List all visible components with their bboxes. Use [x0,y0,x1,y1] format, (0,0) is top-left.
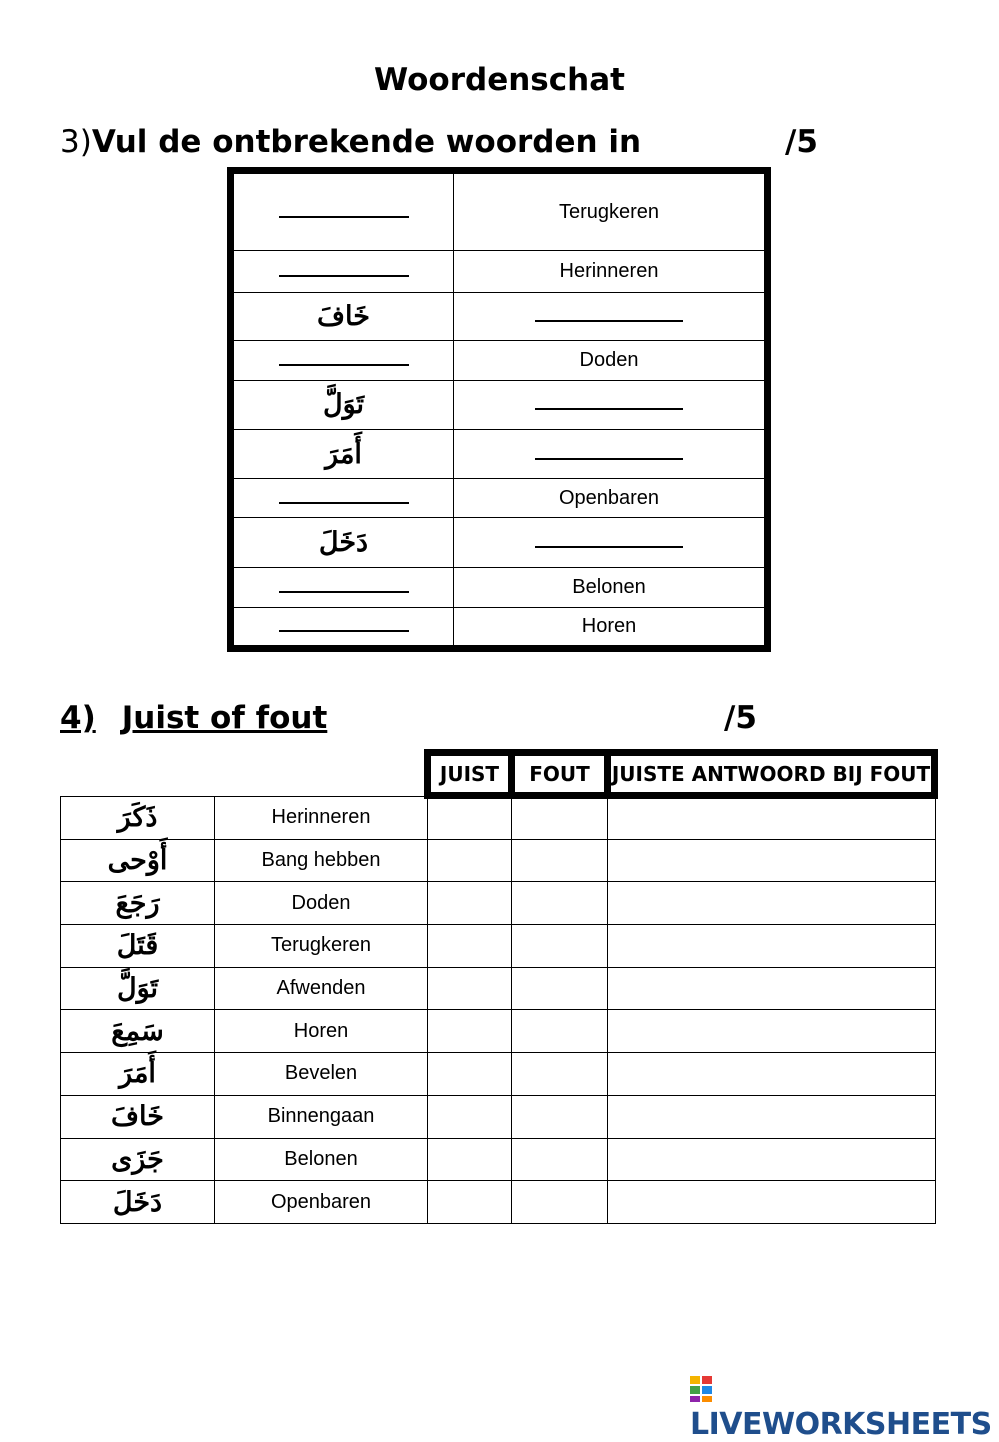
blank-line [535,444,683,460]
arabic-word: أَمَرَ [61,1053,215,1096]
juist-cell[interactable] [428,797,512,840]
dutch-word: Terugkeren [215,925,428,968]
liveworksheets-logo-icon [690,1376,712,1402]
juist-cell[interactable] [428,925,512,968]
correct-answer-cell[interactable] [608,839,936,882]
section3-score: /5 [785,124,818,160]
true-false-row [61,925,936,968]
true-false-row [61,1095,936,1138]
arabic-word: تَوَلَّ [61,967,215,1010]
fill-in-row [231,478,768,517]
fill-in-row [231,341,768,380]
dutch-answer-blank[interactable] [454,430,768,479]
arabic-answer-blank[interactable] [231,567,454,608]
blank-line [279,488,409,504]
dutch-word: Binnengaan [215,1095,428,1138]
arabic-answer-blank[interactable] [231,608,454,649]
dutch-word: Belonen [215,1138,428,1181]
true-false-row [61,967,936,1010]
correct-answer-cell[interactable] [608,1181,936,1224]
correct-answer-cell[interactable] [608,882,936,925]
dutch-word: Terugkeren [454,171,768,251]
blank-line [279,616,409,632]
blank-line [279,261,409,277]
fill-in-table [227,167,771,652]
correct-answer-cell[interactable] [608,797,936,840]
section3-heading [60,124,641,160]
true-false-row [61,839,936,882]
juist-cell[interactable] [428,1181,512,1224]
dutch-word: Herinneren [215,797,428,840]
section4-score: /5 [724,700,757,736]
arabic-word: جَزَى [61,1138,215,1181]
fout-cell[interactable] [512,1095,608,1138]
true-false-row [61,1181,936,1224]
fout-cell[interactable] [512,1010,608,1053]
juist-cell[interactable] [428,1053,512,1096]
arabic-word: خَافَ [231,292,454,341]
true-false-row [61,1053,936,1096]
true-false-row [61,1010,936,1053]
arabic-answer-blank[interactable] [231,341,454,380]
dutch-word: Openbaren [454,478,768,517]
dutch-word: Doden [454,341,768,380]
dutch-word: Horen [454,608,768,649]
true-false-header [424,749,938,799]
fill-in-row [231,608,768,649]
fill-in-row [231,567,768,608]
fout-cell[interactable] [512,839,608,882]
blank-line [535,306,683,322]
section4-number: 4) [60,700,96,736]
fill-in-row [231,430,768,479]
dutch-word: Bevelen [215,1053,428,1096]
arabic-word: سَمِعَ [61,1010,215,1053]
dutch-word: Herinneren [454,251,768,293]
dutch-word: Bang hebben [215,839,428,882]
page-title: Woordenschat [374,62,625,98]
section3-number: 3) [60,124,92,160]
correct-answer-cell[interactable] [608,925,936,968]
header-fout: FOUT [512,753,608,796]
arabic-word: دَخَلَ [231,518,454,568]
correct-answer-cell[interactable] [608,1095,936,1138]
fout-cell[interactable] [512,1138,608,1181]
juist-cell[interactable] [428,1095,512,1138]
juist-cell[interactable] [428,839,512,882]
correct-answer-cell[interactable] [608,1138,936,1181]
dutch-word: Afwenden [215,967,428,1010]
fill-in-row [231,251,768,293]
dutch-answer-blank[interactable] [454,380,768,430]
arabic-word: دَخَلَ [61,1181,215,1224]
fill-in-row [231,518,768,568]
fout-cell[interactable] [512,882,608,925]
fill-in-row [231,380,768,430]
header-juiste-antwoord: JUISTE ANTWOORD BIJ FOUT [608,753,935,796]
section3-title: Vul de ontbrekende woorden in [91,124,642,160]
correct-answer-cell[interactable] [608,967,936,1010]
arabic-word: أَوْحى [61,839,215,882]
fout-cell[interactable] [512,967,608,1010]
arabic-word: خَافَ [61,1095,215,1138]
arabic-word: ذَكَرَ [61,797,215,840]
dutch-answer-blank[interactable] [454,292,768,341]
section4-title: Juist of fout [121,700,328,736]
arabic-answer-blank[interactable] [231,251,454,293]
dutch-word: Horen [215,1010,428,1053]
arabic-word: رَجَعَ [61,882,215,925]
juist-cell[interactable] [428,967,512,1010]
logo-text: LIVEWORKSHEETS [690,1407,992,1442]
blank-line [535,532,683,548]
juist-cell[interactable] [428,1138,512,1181]
section4-heading [60,700,327,736]
true-false-row [61,1138,936,1181]
fout-cell[interactable] [512,1181,608,1224]
true-false-table [60,796,936,1224]
fill-in-row [231,171,768,251]
true-false-row [61,797,936,840]
correct-answer-cell[interactable] [608,1010,936,1053]
true-false-row [61,882,936,925]
liveworksheets-logo [690,1372,999,1442]
dutch-answer-blank[interactable] [454,518,768,568]
arabic-word: تَوَلَّ [231,380,454,430]
fout-cell[interactable] [512,797,608,840]
fout-cell[interactable] [512,1053,608,1096]
header-juist: JUIST [428,753,512,796]
arabic-answer-blank[interactable] [231,478,454,517]
blank-line [279,350,409,366]
fout-cell[interactable] [512,925,608,968]
arabic-word: قَتَلَ [61,925,215,968]
correct-answer-cell[interactable] [608,1053,936,1096]
blank-line [279,577,409,593]
dutch-word: Openbaren [215,1181,428,1224]
dutch-word: Belonen [454,567,768,608]
dutch-word: Doden [215,882,428,925]
arabic-answer-blank[interactable] [231,171,454,251]
blank-line [535,394,683,410]
juist-cell[interactable] [428,1010,512,1053]
blank-line [279,202,409,218]
arabic-word: أَمَرَ [231,430,454,479]
fill-in-row [231,292,768,341]
juist-cell[interactable] [428,882,512,925]
